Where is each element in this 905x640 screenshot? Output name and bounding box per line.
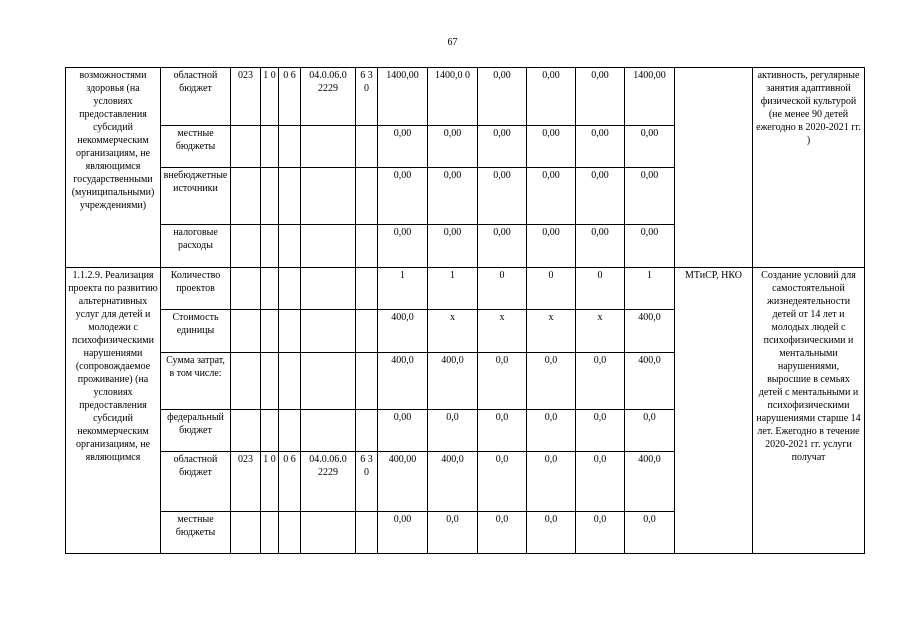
value-cell: х xyxy=(527,310,576,353)
rz-code-cell xyxy=(261,512,279,554)
csr-code-cell xyxy=(301,225,356,268)
value-cell: 0,00 xyxy=(378,225,428,268)
csr-code-cell xyxy=(301,126,356,168)
value-cell: 0,00 xyxy=(428,126,478,168)
value-cell: 0,0 xyxy=(625,410,675,452)
pr-code-cell xyxy=(279,310,301,353)
vr-code-cell xyxy=(356,268,378,310)
value-cell: 0,0 xyxy=(576,512,625,554)
funding-source-cell: федеральный бюджет xyxy=(161,410,231,452)
value-cell: 0,00 xyxy=(576,225,625,268)
value-cell: 400,0 xyxy=(428,452,478,512)
vr-code-cell xyxy=(356,225,378,268)
vr-code-cell xyxy=(356,126,378,168)
csr-code-cell xyxy=(301,353,356,410)
value-cell: х xyxy=(478,310,527,353)
value-cell: 0,00 xyxy=(527,168,576,225)
value-cell: 0,0 xyxy=(527,410,576,452)
value-cell: 0,0 xyxy=(478,410,527,452)
value-cell: 0,00 xyxy=(527,68,576,126)
kvsr-code-cell xyxy=(231,168,261,225)
value-cell: 0,0 xyxy=(527,512,576,554)
value-cell: 400,0 xyxy=(378,353,428,410)
value-cell: 0,0 xyxy=(576,410,625,452)
expected-result-cell: Создание условий для самостоятельной жизнедеятельности детей от 14 лет и молодых людей с психофизическими и ментальными нарушениями, выросшие в семьях детей с ментальными и психофизическими нарушениями старше 14 лет. Ежегодно в течение 2020-2021 гг. услуги получат xyxy=(753,268,865,554)
funding-source-cell: Стоимость единицы xyxy=(161,310,231,353)
pr-code-cell xyxy=(279,268,301,310)
value-cell: 400,0 xyxy=(625,452,675,512)
rz-code-cell xyxy=(261,225,279,268)
table-row xyxy=(66,268,865,310)
value-cell: 0 xyxy=(478,268,527,310)
value-cell: 0,0 xyxy=(527,452,576,512)
csr-code-cell xyxy=(301,168,356,225)
value-cell: 1400,00 xyxy=(378,68,428,126)
pr-code-cell xyxy=(279,512,301,554)
value-cell: 0,00 xyxy=(625,225,675,268)
pr-code-cell xyxy=(279,353,301,410)
csr-code-cell: 04.0.06.0 2229 xyxy=(301,452,356,512)
value-cell: 0,0 xyxy=(478,452,527,512)
funding-source-cell: Количество проектов xyxy=(161,268,231,310)
budget-table xyxy=(65,67,865,554)
value-cell: 400,0 xyxy=(625,353,675,410)
kvsr-code-cell: 023 xyxy=(231,452,261,512)
value-cell: 0,00 xyxy=(625,168,675,225)
kvsr-code-cell xyxy=(231,410,261,452)
funding-source-cell: областной бюджет xyxy=(161,452,231,512)
value-cell: 0,00 xyxy=(378,512,428,554)
value-cell: 1 xyxy=(428,268,478,310)
executor-cell: МТиСР, НКО xyxy=(675,268,753,554)
pr-code-cell xyxy=(279,168,301,225)
value-cell: 0,00 xyxy=(478,68,527,126)
kvsr-code-cell xyxy=(231,353,261,410)
kvsr-code-cell xyxy=(231,225,261,268)
value-cell: 1400,0 0 xyxy=(428,68,478,126)
vr-code-cell xyxy=(356,310,378,353)
value-cell: 0,00 xyxy=(527,225,576,268)
measure-name-cell: 1.1.2.9. Реализация проекта по развитию альтернативных услуг для детей и молодежи с психофизическими нарушениями (сопровождаемое проживание) (на условиях предоставления субсидий некоммерческим организациям, не являющимся xyxy=(66,268,161,554)
value-cell: 0,00 xyxy=(576,68,625,126)
pr-code-cell xyxy=(279,126,301,168)
kvsr-code-cell: 023 xyxy=(231,68,261,126)
vr-code-cell xyxy=(356,410,378,452)
value-cell: 400,0 xyxy=(625,310,675,353)
value-cell: 400,0 xyxy=(428,353,478,410)
value-cell: х xyxy=(428,310,478,353)
value-cell: 0,00 xyxy=(478,168,527,225)
pr-code-cell xyxy=(279,410,301,452)
pr-code-cell: 0 6 xyxy=(279,452,301,512)
value-cell: 0,00 xyxy=(428,225,478,268)
value-cell: 0,00 xyxy=(378,410,428,452)
rz-code-cell xyxy=(261,353,279,410)
value-cell: 0,00 xyxy=(378,168,428,225)
value-cell: 0 xyxy=(576,268,625,310)
value-cell: 0,00 xyxy=(478,126,527,168)
value-cell: 0,00 xyxy=(478,225,527,268)
vr-code-cell: 6 3 0 xyxy=(356,452,378,512)
rz-code-cell: 1 0 xyxy=(261,452,279,512)
csr-code-cell: 04.0.06.0 2229 xyxy=(301,68,356,126)
csr-code-cell xyxy=(301,310,356,353)
rz-code-cell xyxy=(261,268,279,310)
value-cell: 0,00 xyxy=(428,168,478,225)
value-cell: 0,0 xyxy=(527,353,576,410)
csr-code-cell xyxy=(301,410,356,452)
funding-source-cell: местные бюджеты xyxy=(161,512,231,554)
csr-code-cell xyxy=(301,268,356,310)
table-row xyxy=(66,68,865,126)
vr-code-cell xyxy=(356,168,378,225)
value-cell: 0,00 xyxy=(625,126,675,168)
value-cell: 0,0 xyxy=(428,410,478,452)
value-cell: 0,00 xyxy=(576,126,625,168)
funding-source-cell: налоговые расходы xyxy=(161,225,231,268)
kvsr-code-cell xyxy=(231,310,261,353)
value-cell: 0 xyxy=(527,268,576,310)
value-cell: 0,0 xyxy=(428,512,478,554)
funding-source-cell: внебюджетные источники xyxy=(161,168,231,225)
rz-code-cell xyxy=(261,310,279,353)
value-cell: 0,00 xyxy=(378,126,428,168)
kvsr-code-cell xyxy=(231,512,261,554)
value-cell: х xyxy=(576,310,625,353)
rz-code-cell xyxy=(261,168,279,225)
value-cell: 0,0 xyxy=(576,452,625,512)
funding-source-cell: местные бюджеты xyxy=(161,126,231,168)
executor-cell xyxy=(675,68,753,268)
csr-code-cell xyxy=(301,512,356,554)
pr-code-cell xyxy=(279,225,301,268)
page-number: 67 xyxy=(447,37,458,48)
expected-result-cell: активность, регулярные занятия адаптивной физической культурой (не менее 90 детей ежегодно в 2020-2021 гг. ) xyxy=(753,68,865,268)
value-cell: 0,0 xyxy=(625,512,675,554)
value-cell: 0,0 xyxy=(478,512,527,554)
value-cell: 400,00 xyxy=(378,452,428,512)
value-cell: 0,0 xyxy=(478,353,527,410)
vr-code-cell: 6 3 0 xyxy=(356,68,378,126)
value-cell: 1 xyxy=(625,268,675,310)
vr-code-cell xyxy=(356,512,378,554)
kvsr-code-cell xyxy=(231,126,261,168)
value-cell: 1400,00 xyxy=(625,68,675,126)
value-cell: 0,00 xyxy=(576,168,625,225)
funding-source-cell: областной бюджет xyxy=(161,68,231,126)
kvsr-code-cell xyxy=(231,268,261,310)
funding-source-cell: Сумма затрат, в том числе: xyxy=(161,353,231,410)
value-cell: 0,00 xyxy=(527,126,576,168)
value-cell: 0,0 xyxy=(576,353,625,410)
rz-code-cell xyxy=(261,410,279,452)
rz-code-cell xyxy=(261,126,279,168)
measure-name-cell: возможностями здоровья (на условиях предоставления субсидий некоммерческим организациям, не являющимся государственными (муниципальными) учреждениями) xyxy=(66,68,161,268)
vr-code-cell xyxy=(356,353,378,410)
rz-code-cell: 1 0 xyxy=(261,68,279,126)
pr-code-cell: 0 6 xyxy=(279,68,301,126)
value-cell: 400,0 xyxy=(378,310,428,353)
value-cell: 1 xyxy=(378,268,428,310)
